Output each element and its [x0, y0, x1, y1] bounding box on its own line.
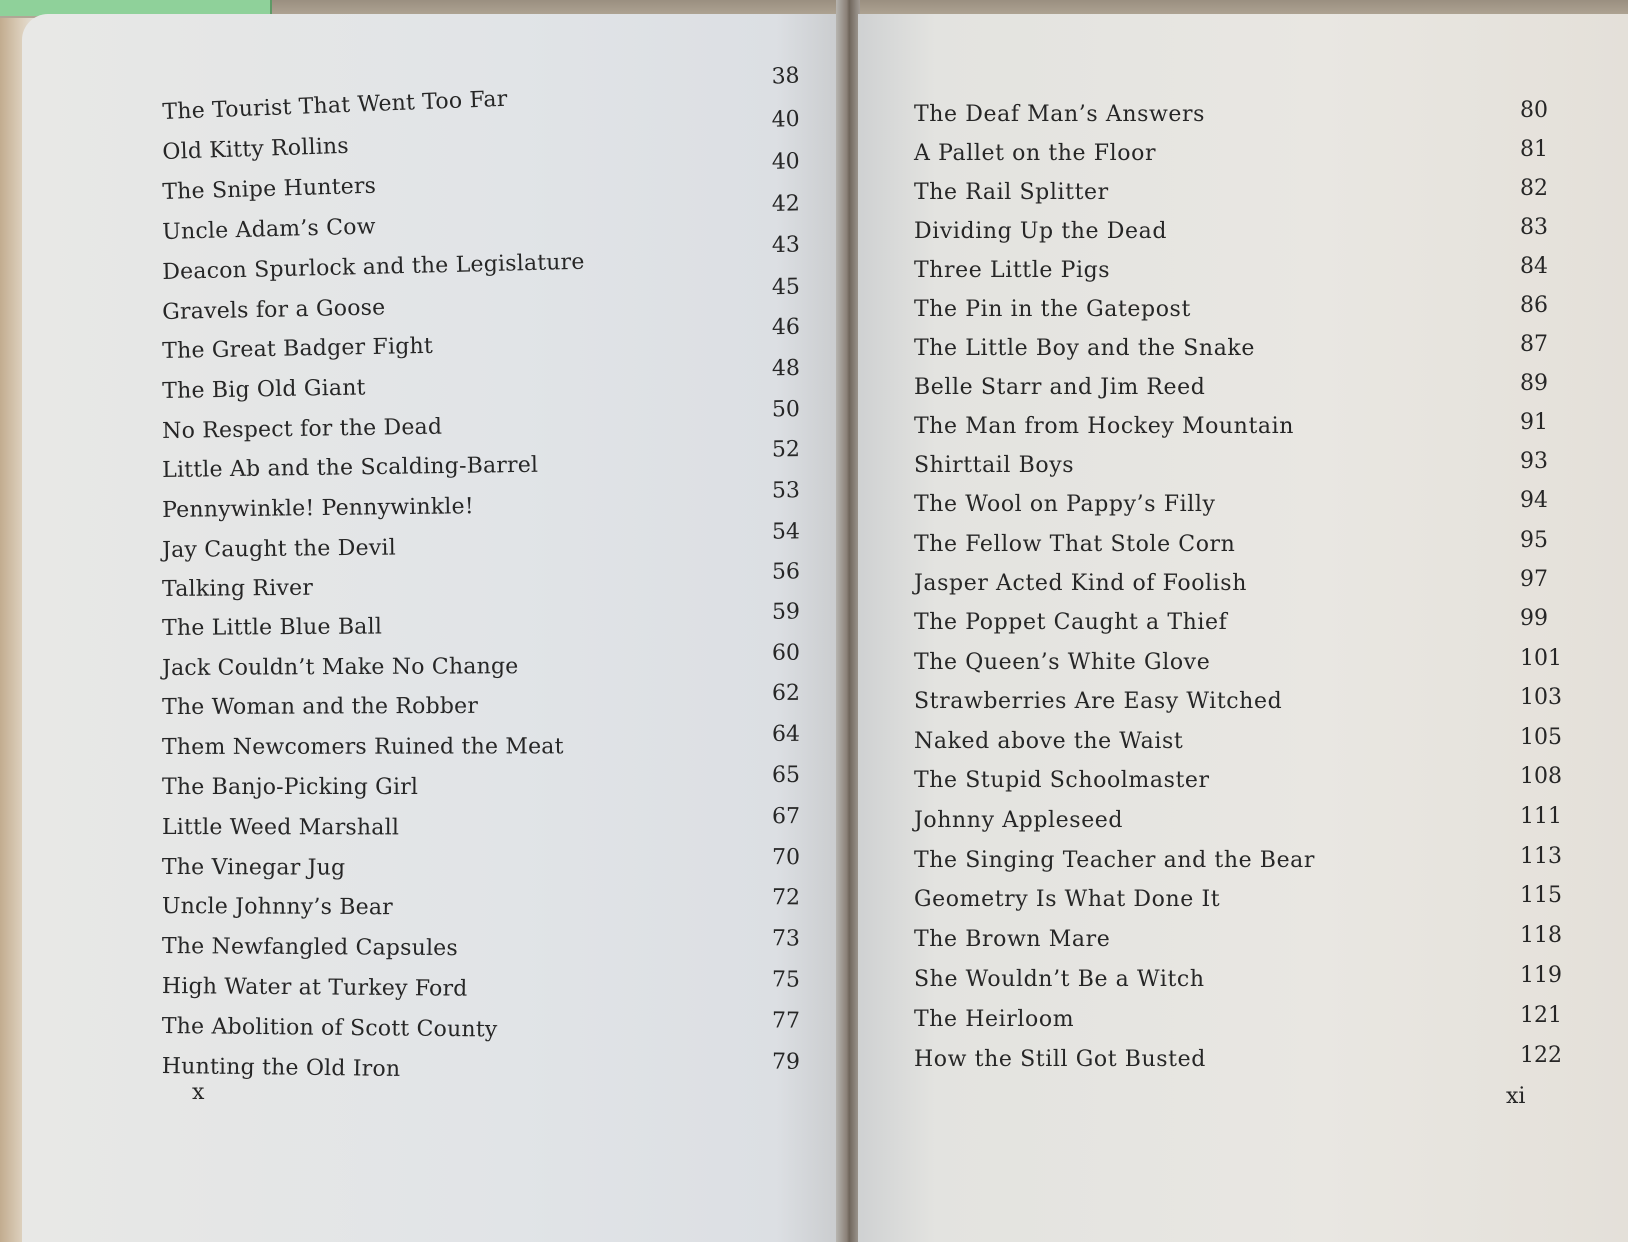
toc-entry-page-number: 67: [771, 804, 801, 830]
toc-entry: [914, 725, 1562, 769]
toc-entry-page-number: 65: [772, 763, 800, 788]
toc-entry-page-number: 40: [771, 149, 801, 175]
toc-entry-page-number: 84: [1520, 254, 1548, 279]
toc-entry: [162, 478, 802, 538]
toc-entry-title: The Man from Hockey Mountain: [914, 414, 1295, 439]
toc-entry-title: Geometry Is What Done It: [914, 887, 1221, 912]
toc-entry-title: The Pin in the Gatepost: [914, 297, 1191, 322]
toc-entry-title: The Tourist That Went Too Far: [162, 86, 508, 125]
toc-entry: [914, 332, 1554, 376]
toc-entry: [914, 215, 1554, 259]
toc-entry-page-number: 89: [1520, 371, 1548, 396]
toc-entry-title: The Fellow That Stole Corn: [914, 532, 1236, 557]
toc-entry-title: The Heirloom: [914, 1007, 1075, 1032]
toc-entry-title: Talking River: [162, 575, 314, 602]
toc-entry-title: The Abolition of Scott County: [161, 1014, 498, 1043]
toc-entry-title: Hunting the Old Iron: [161, 1054, 401, 1082]
toc-entry-title: The Stupid Schoolmaster: [914, 768, 1210, 793]
toc-entry-page-number: 97: [1520, 567, 1548, 592]
toc-entry-title: Pennywinkle! Pennywinkle!: [162, 494, 475, 523]
toc-entry: [161, 885, 802, 937]
toc-entry-page-number: 60: [771, 640, 801, 666]
toc-entry-page-number: 91: [1520, 410, 1548, 435]
toc-entry-title: Old Kitty Rollins: [162, 133, 350, 165]
toc-entry-page-number: 62: [771, 680, 801, 706]
toc-entry-title: Jack Couldn’t Make No Change: [162, 654, 519, 681]
toc-entry-title: Johnny Appleseed: [914, 808, 1124, 833]
toc-entry-page-number: 54: [771, 519, 801, 545]
toc-entry-page-number: 50: [771, 396, 801, 423]
toc-entry-title: Them Newcomers Ruined the Meat: [162, 734, 564, 760]
toc-entry: [914, 685, 1562, 729]
toc-entry: [162, 599, 802, 656]
toc-entry-page-number: 101: [1520, 646, 1562, 671]
page-folio: x: [192, 1080, 205, 1105]
toc-entry: [161, 967, 802, 1020]
toc-entry-page-number: 43: [771, 232, 801, 259]
toc-entry-title: The Wool on Pappy’s Filly: [914, 492, 1216, 517]
toc-entry-title: The Big Old Giant: [162, 375, 366, 404]
toc-entry-page-number: 73: [771, 926, 801, 952]
toc-entry-page-number: 108: [1520, 764, 1562, 789]
toc-entry-page-number: 40: [771, 106, 801, 133]
toc-entry-page-number: 119: [1520, 963, 1562, 988]
toc-entry-title: The Great Badger Fight: [162, 333, 434, 364]
toc-entry-title: The Poppet Caught a Thief: [914, 610, 1228, 635]
toc-entry: [914, 293, 1554, 337]
toc-entry: [914, 923, 1562, 967]
toc-entry-title: The Banjo-Picking Girl: [162, 775, 419, 800]
toc-entry: [914, 844, 1562, 888]
toc-entry-page-number: 75: [771, 967, 801, 993]
toc-entry: [914, 764, 1562, 808]
right-page: [858, 14, 1628, 1242]
toc-entry-title: Uncle Adam’s Cow: [162, 214, 377, 245]
left-page: [22, 14, 842, 1242]
toc-entry-title: Shirttail Boys: [914, 453, 1075, 478]
toc-entry-page-number: 121: [1520, 1003, 1562, 1028]
toc-entry-page-number: 122: [1520, 1043, 1562, 1068]
toc-entry-title: She Wouldn’t Be a Witch: [914, 967, 1205, 992]
toc-entry: [914, 963, 1562, 1007]
toc-entry-title: Gravels for a Goose: [162, 295, 386, 325]
toc-entry: [162, 559, 802, 617]
toc-entry-page-number: 111: [1520, 804, 1562, 829]
toc-entry-title: The Rail Splitter: [914, 180, 1109, 205]
page-folio: xi: [1506, 1084, 1526, 1109]
toc-entry-title: The Newfangled Capsules: [161, 934, 459, 962]
toc-entry: [162, 519, 802, 578]
toc-entry-title: Belle Starr and Jim Reed: [914, 375, 1206, 400]
toc-entry-page-number: 56: [771, 559, 801, 585]
toc-entry-page-number: 105: [1520, 725, 1562, 750]
toc-entry-page-number: 82: [1520, 176, 1548, 201]
toc-entry: [914, 528, 1554, 572]
toc-entry-page-number: 64: [771, 721, 801, 747]
toc-entry-title: How the Still Got Busted: [914, 1047, 1206, 1072]
toc-entry: [914, 98, 1554, 142]
toc-entry-page-number: 72: [771, 885, 801, 911]
toc-entry-title: The Singing Teacher and the Bear: [914, 848, 1316, 873]
toc-entry: [914, 1003, 1562, 1047]
toc-list-left: [22, 14, 842, 1242]
toc-entry: [162, 721, 802, 775]
toc-entry-page-number: 99: [1520, 606, 1548, 631]
toc-entry-title: Three Little Pigs: [914, 258, 1111, 283]
toc-entry-title: The Woman and the Robber: [162, 693, 479, 720]
toc-entry: [914, 176, 1554, 220]
toc-entry-page-number: 80: [1520, 98, 1548, 123]
toc-entry-title: A Pallet on the Floor: [914, 141, 1157, 166]
toc-entry: [914, 254, 1554, 298]
toc-entry: [914, 1043, 1562, 1087]
toc-entry: [914, 567, 1554, 611]
toc-entry-page-number: 46: [771, 314, 801, 341]
toc-entry-title: Deacon Spurlock and the Legislature: [162, 249, 585, 285]
toc-entry-page-number: 53: [771, 478, 801, 504]
toc-entry: [161, 804, 802, 856]
toc-entry-page-number: 95: [1520, 528, 1548, 553]
toc-entry-title: Naked above the Waist: [914, 729, 1184, 754]
toc-entry-page-number: 93: [1520, 449, 1548, 474]
toc-entry: [161, 845, 802, 897]
toc-entry: [162, 680, 802, 735]
toc-entry-title: Uncle Johnny’s Bear: [161, 894, 393, 921]
toc-entry-page-number: 79: [771, 1049, 801, 1075]
toc-entry-page-number: 94: [1520, 488, 1548, 513]
toc-entry-page-number: 59: [771, 599, 801, 625]
toc-entry-title: No Respect for the Dead: [162, 414, 443, 444]
toc-entry-page-number: 113: [1520, 844, 1562, 869]
toc-entry-page-number: 77: [771, 1008, 801, 1034]
toc-entry-title: Dividing Up the Dead: [914, 219, 1168, 244]
toc-entry: [914, 488, 1554, 532]
toc-entry: [914, 449, 1554, 493]
toc-entry-title: Little Ab and the Scalding-Barrel: [162, 452, 539, 483]
toc-entry: [162, 763, 802, 815]
toc-entry-title: The Queen’s White Glove: [914, 650, 1211, 675]
toc-entry-title: The Brown Mare: [914, 927, 1111, 952]
toc-entry-page-number: 38: [771, 63, 801, 90]
toc-entry: [914, 646, 1562, 690]
toc-entry-title: The Little Blue Ball: [162, 614, 383, 641]
toc-entry-title: Strawberries Are Easy Witched: [914, 689, 1283, 714]
toc-entry: [161, 926, 802, 978]
toc-entry-page-number: 52: [771, 437, 801, 463]
toc-entry: [161, 1049, 802, 1102]
toc-entry-page-number: 87: [1520, 332, 1548, 357]
toc-entry-title: The Little Boy and the Snake: [914, 336, 1255, 361]
toc-entry-page-number: 115: [1520, 883, 1562, 908]
toc-entry-page-number: 81: [1520, 137, 1548, 162]
toc-entry-title: Jasper Acted Kind of Foolish: [914, 571, 1247, 596]
toc-entry-page-number: 103: [1520, 685, 1562, 710]
toc-entry: [162, 640, 802, 696]
toc-entry-title: The Vinegar Jug: [161, 855, 346, 881]
toc-entry: [914, 371, 1554, 415]
toc-entry: [914, 883, 1562, 927]
toc-entry-page-number: 45: [771, 274, 801, 301]
toc-entry-page-number: 86: [1520, 293, 1548, 318]
toc-entry-title: Little Weed Marshall: [161, 815, 400, 841]
toc-entry-title: Jay Caught the Devil: [162, 535, 396, 563]
toc-entry-title: The Deaf Man’s Answers: [914, 102, 1206, 127]
toc-entry: [914, 410, 1554, 454]
toc-entry: [161, 1008, 802, 1061]
toc-entry-page-number: 42: [771, 191, 801, 218]
toc-entry-page-number: 118: [1520, 923, 1562, 948]
toc-entry: [914, 137, 1554, 181]
toc-entry: [914, 606, 1554, 650]
book-gutter: [836, 0, 860, 1242]
toc-entry-title: High Water at Turkey Ford: [161, 974, 468, 1002]
toc-entry-page-number: 48: [771, 355, 801, 382]
toc-entry-page-number: 83: [1520, 215, 1548, 240]
toc-list-right: [858, 14, 1628, 1242]
toc-entry-title: The Snipe Hunters: [162, 173, 377, 205]
toc-entry: [914, 804, 1562, 848]
toc-entry-page-number: 70: [771, 845, 801, 871]
